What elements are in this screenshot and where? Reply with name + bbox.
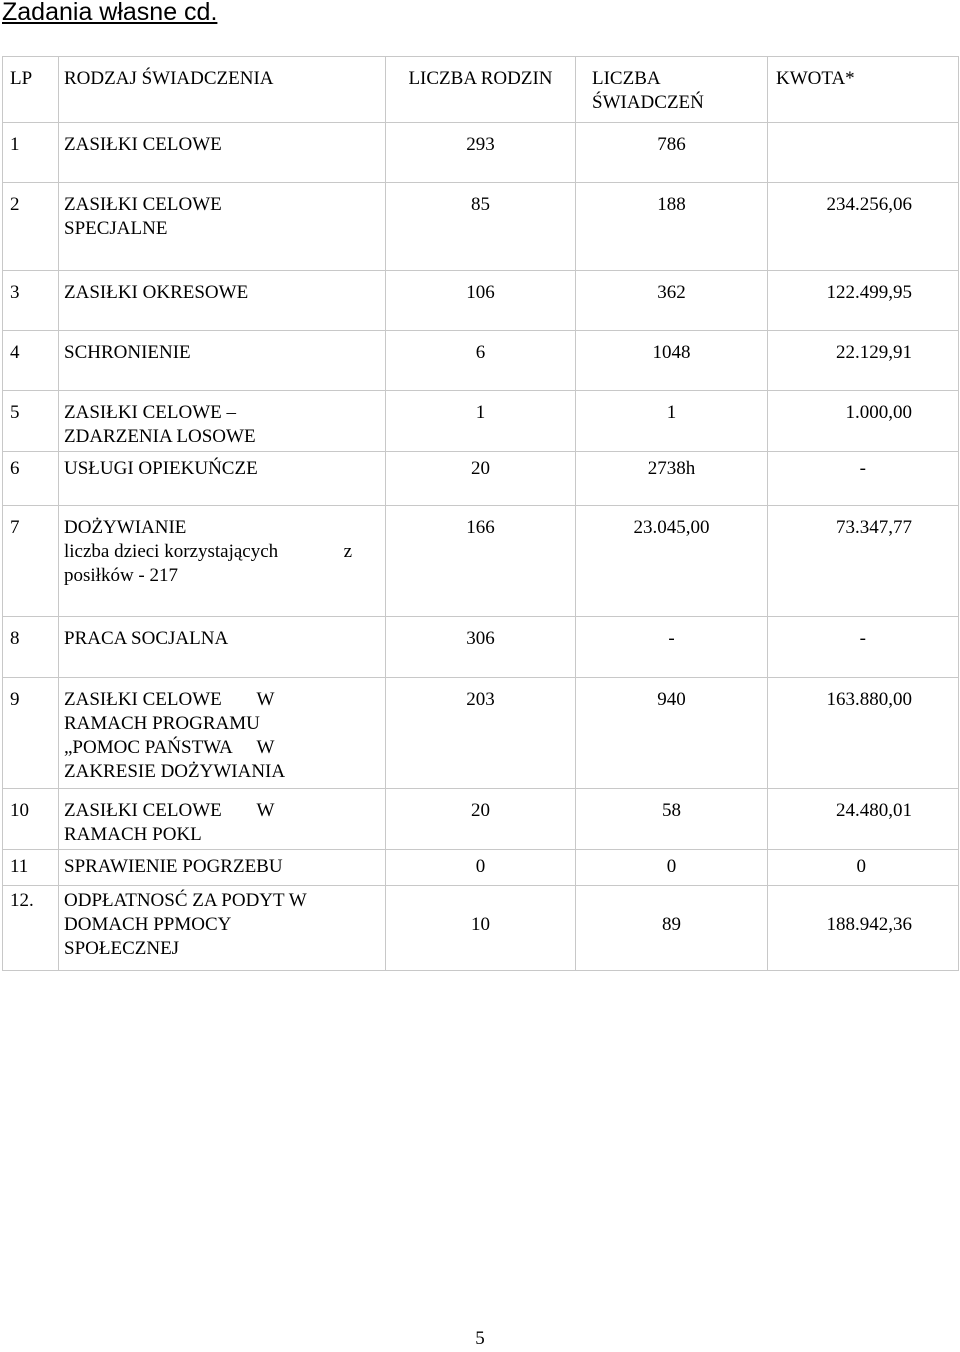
cell-rodziny: 20 xyxy=(386,452,576,506)
page-title: Zadania własne cd. xyxy=(2,0,218,26)
cell-name-line: RAMACH POKL xyxy=(64,824,202,845)
page-number: 5 xyxy=(475,1328,485,1349)
cell-swiadczenia: 188 xyxy=(576,183,768,271)
cell-swiadczenia: 2738h xyxy=(576,452,768,506)
cell-name-line: ZAKRESIE DOŻYWIANIA xyxy=(64,761,286,782)
table-row xyxy=(3,850,959,886)
cell-name xyxy=(59,789,386,850)
cell-kwota: 0 xyxy=(768,850,959,886)
cell-lp: 9 xyxy=(3,678,59,789)
cell-lp: 2 xyxy=(3,183,59,271)
cell-swiadczenia: 362 xyxy=(576,271,768,331)
header-liczba-swiadczen-line2: ŚWIADCZEŃ xyxy=(592,92,704,113)
cell-lp: 8 xyxy=(3,617,59,678)
cell-name-line xyxy=(64,736,381,760)
cell-swiadczenia: 1 xyxy=(576,391,768,452)
cell-name-part: W xyxy=(256,689,275,710)
cell-rodziny: 306 xyxy=(386,617,576,678)
cell-rodziny: 293 xyxy=(386,123,576,183)
cell-lp: 7 xyxy=(3,506,59,617)
cell-name-part: z xyxy=(343,541,352,562)
cell-name-line xyxy=(64,688,352,712)
cell-rodziny: 166 xyxy=(386,506,576,617)
cell-name-part: W xyxy=(256,737,275,758)
header-rodzaj: RODZAJ ŚWIADCZENIA xyxy=(59,57,386,123)
cell-swiadczenia: - xyxy=(576,617,768,678)
cell-name-part: liczba dzieci korzystających xyxy=(64,541,279,562)
cell-rodziny: 1 xyxy=(386,391,576,452)
cell-lp: 5 xyxy=(3,391,59,452)
cell-kwota: 22.129,91 xyxy=(768,331,959,391)
cell-name-line: SPOŁECZNEJ xyxy=(64,938,180,959)
cell-name-line: ZASIŁKI CELOWE – xyxy=(64,402,237,423)
cell-swiadczenia: 23.045,00 xyxy=(576,506,768,617)
cell-kwota: - xyxy=(768,452,959,506)
cell-swiadczenia: 0 xyxy=(576,850,768,886)
cell-swiadczenia: 89 xyxy=(576,886,768,971)
cell-kwota: 163.880,00 xyxy=(768,678,959,789)
cell-kwota: 1.000,00 xyxy=(768,391,959,452)
cell-swiadczenia: 58 xyxy=(576,789,768,850)
cell-name-part: ZASIŁKI CELOWE xyxy=(64,800,222,821)
cell-rodziny: 20 xyxy=(386,789,576,850)
cell-name-line xyxy=(64,799,381,823)
table-row xyxy=(3,391,959,452)
cell-name-part: „POMOC PAŃSTWA xyxy=(64,737,232,758)
table-row xyxy=(3,789,959,850)
cell-name: SCHRONIENIE xyxy=(59,331,386,391)
cell-kwota xyxy=(768,123,959,183)
cell-name-line: ZASIŁKI CELOWE xyxy=(64,194,222,215)
header-kwota: KWOTA* xyxy=(768,57,959,123)
cell-name xyxy=(59,183,386,271)
cell-name-line: posiłków - 217 xyxy=(64,565,178,586)
cell-kwota: 73.347,77 xyxy=(768,506,959,617)
cell-name: USŁUGI OPIEKUŃCZE xyxy=(59,452,386,506)
cell-kwota: 24.480,01 xyxy=(768,789,959,850)
cell-name: PRACA SOCJALNA xyxy=(59,617,386,678)
cell-rodziny: 10 xyxy=(386,886,576,971)
cell-name-line: ZDARZENIA LOSOWE xyxy=(64,426,256,447)
table-row xyxy=(3,886,959,971)
cell-lp: 11 xyxy=(3,850,59,886)
cell-kwota: - xyxy=(768,617,959,678)
cell-lp: 3 xyxy=(3,271,59,331)
table-row xyxy=(3,506,959,617)
table-row xyxy=(3,452,959,506)
header-liczba-rodzin: LICZBA RODZIN xyxy=(386,57,576,123)
cell-kwota: 234.256,06 xyxy=(768,183,959,271)
cell-name xyxy=(59,886,386,971)
cell-name-line: RAMACH PROGRAMU xyxy=(64,713,260,734)
cell-name-part: W xyxy=(256,800,275,821)
cell-lp: 10 xyxy=(3,789,59,850)
cell-swiadczenia: 1048 xyxy=(576,331,768,391)
table-row xyxy=(3,123,959,183)
cell-name-line: DOMACH PPMOCY xyxy=(64,914,232,935)
cell-rodziny: 0 xyxy=(386,850,576,886)
cell-lp: 12. xyxy=(3,886,59,971)
cell-rodziny: 6 xyxy=(386,331,576,391)
cell-lp: 1 xyxy=(3,123,59,183)
table-header-row xyxy=(3,57,959,123)
cell-name xyxy=(59,391,386,452)
cell-lp: 4 xyxy=(3,331,59,391)
table-row xyxy=(3,271,959,331)
header-liczba-swiadczen xyxy=(576,57,768,123)
cell-name-line xyxy=(64,540,352,564)
table-row xyxy=(3,678,959,789)
header-liczba-swiadczen-line1: LICZBA xyxy=(592,68,661,89)
table-row xyxy=(3,331,959,391)
cell-rodziny: 203 xyxy=(386,678,576,789)
cell-name-line: SPECJALNE xyxy=(64,218,168,239)
cell-kwota: 122.499,95 xyxy=(768,271,959,331)
header-lp: LP xyxy=(3,57,59,123)
table-row xyxy=(3,183,959,271)
cell-name-part: ZASIŁKI CELOWE xyxy=(64,689,222,710)
table-row xyxy=(3,617,959,678)
cell-name-line: DOŻYWIANIE xyxy=(64,517,187,538)
cell-name: ZASIŁKI OKRESOWE xyxy=(59,271,386,331)
cell-name xyxy=(59,506,386,617)
benefits-table xyxy=(2,56,959,971)
cell-name: ZASIŁKI CELOWE xyxy=(59,123,386,183)
cell-name xyxy=(59,678,386,789)
cell-swiadczenia: 940 xyxy=(576,678,768,789)
cell-lp: 6 xyxy=(3,452,59,506)
cell-rodziny: 85 xyxy=(386,183,576,271)
cell-name: SPRAWIENIE POGRZEBU xyxy=(59,850,386,886)
cell-kwota: 188.942,36 xyxy=(768,886,959,971)
cell-swiadczenia: 786 xyxy=(576,123,768,183)
cell-name-line: ODPŁATNOSĆ ZA PODYT W xyxy=(64,890,307,911)
cell-rodziny: 106 xyxy=(386,271,576,331)
